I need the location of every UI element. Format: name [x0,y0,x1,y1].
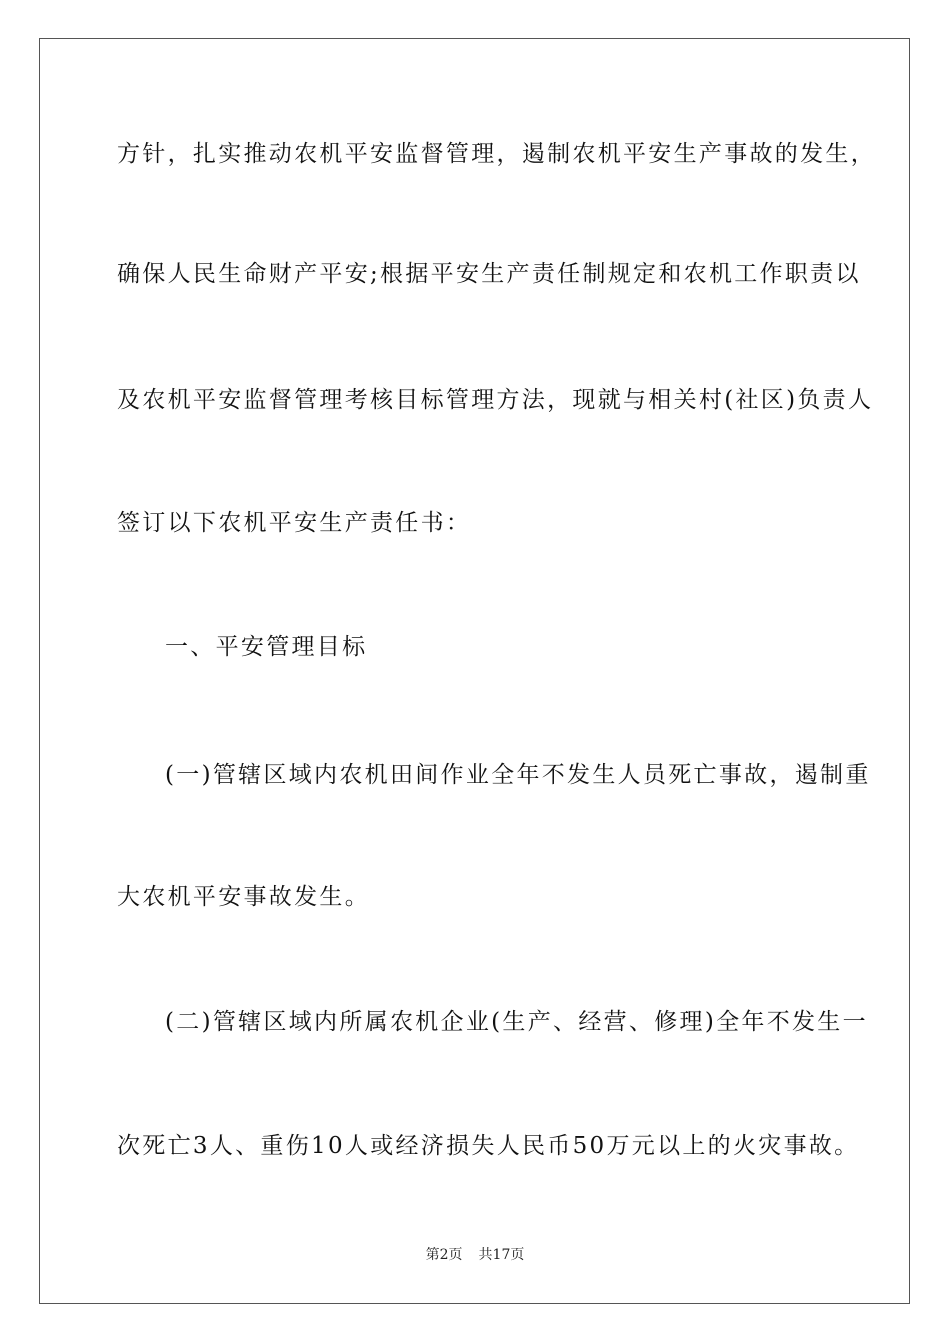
page-number: 第2页 [425,1247,463,1263]
body-text-line: 及农机平安监督管理考核目标管理方法，现就与相关村(社区)负责人 [117,387,874,413]
body-text-line: 大农机平安事故发生。 [117,884,370,910]
body-text-line: 签订以下农机平安生产责任书： [117,510,472,536]
page-frame [39,38,910,1304]
body-text-line: (二)管辖区域内所属农机企业(生产、经营、修理)全年不发生一 [165,1009,868,1035]
section-heading: 一、平安管理目标 [165,634,368,660]
page-total: 共17页 [478,1247,525,1263]
body-text-line: (一)管辖区域内农机田间作业全年不发生人员死亡事故，遏制重 [165,762,871,788]
body-text-line: 方针，扎实推动农机平安监督管理，遏制农机平安生产事故的发生， [117,141,876,167]
body-text-line: 次死亡3人、重伤10人或经济损失人民币50万元以上的火灾事故。 [117,1133,860,1159]
page-footer [0,1246,950,1264]
body-text-line: 确保人民生命财产平安;根据平安生产责任制规定和农机工作职责以 [117,261,861,287]
